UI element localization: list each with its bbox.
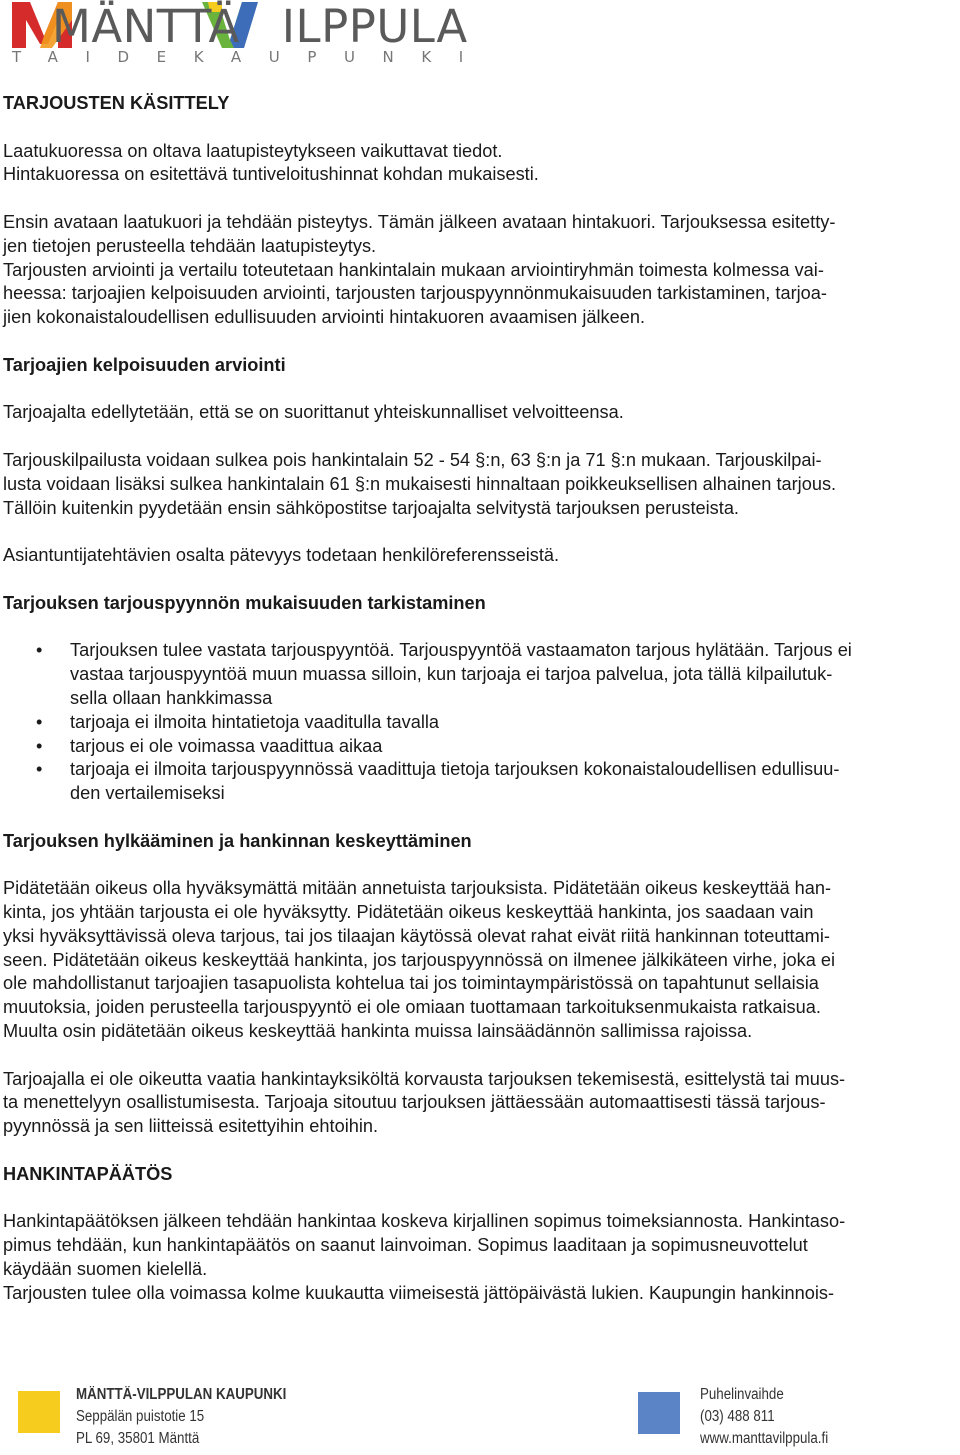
logo-title-left: MÄNTTÄ [52,0,240,53]
requirements-list [3,639,958,806]
text-line: heessa: tarjoajien kelpoisuuden arviointi, tarjousten tarjouspyynnönmukaisuuden tarkistaminen, tarjoa- [3,283,827,304]
heading-kelpoisuus: Tarjoajien kelpoisuuden arviointi [3,354,286,375]
text-line: jien kokonaistaloudellisen edullisuuden arviointi hintakuoren avaamisen jälkeen. [3,307,646,328]
text-line: Tarjoajalla ei ole oikeutta vaatia hankintayksiköltä korvausta tarjouksen tekemisestä, esittelystä tai muus- [3,1068,846,1089]
heading-hylkaaminen: Tarjouksen hylkääminen ja hankinnan keskeyttäminen [3,830,472,851]
footer-yellow-square [18,1391,60,1433]
text-line: tarjoaja ei ilmoita tarjouspyynnössä vaadittuja tietoja tarjouksen kokonaistaloudellisen edullisuu- [70,759,840,780]
heading-mukaisuus: Tarjouksen tarjouspyynnön mukaisuuden tarkistaminen [3,592,486,613]
text-line: Tarjousten tulee olla voimassa kolme kuukautta viimeisestä jättöpäivästä lukien. Kaupungin hankinnois- [3,1282,835,1303]
text-line: Asiantuntijatehtävien osalta pätevyys todetaan henkilöreferensseistä. [3,545,560,566]
logo-subtitle: TAIDEKAUPUNKI [12,48,491,66]
list-item: • tarjoaja ei ilmoita hintatietoja vaaditulla tavalla [3,711,958,735]
text-line: pimus tehdään, kun hankintapäätös on saanut lainvoiman. Sopimus laaditaan ja sopimusneuvottelut [3,1235,808,1256]
footer-address [76,1384,286,1450]
logo-title [10,2,468,52]
text-line: ta menettelyyn osallistumisesta. Tarjoaja sitoutuu tarjouksen jättäessään automaattisesti tässä tarjous- [3,1092,826,1113]
text-line: Pidätetään oikeus olla hyväksymättä mitään annetuista tarjouksista. Pidätetään oikeus keskeyttää han- [3,878,832,899]
text-line: ole mahdollistanut tarjoajien tasapuolista kohtelua tai jos toimintaympäristössä on tapahtunut sellaisia [3,973,819,994]
text-line: käydään suomen kielellä. [3,1259,208,1280]
text-line: muutoksia, joiden perusteella tarjouspyyntö ei ole omiaan tuottamaan tarkoituksenmukaista ratkaisua. [3,997,821,1018]
footer-phone-number: (03) 488 811 [700,1408,775,1425]
text-line: kinta, jos yhtään tarjousta ei ole hyväksytty. Pidätetään oikeus keskeyttää hankinta, jos saadaan vain [3,902,814,923]
document-body [3,92,958,1306]
footer-postal: PL 69, 35801 Mänttä [76,1430,200,1447]
text-line: Laatukuoressa on oltava laatupisteytykseen vaikuttavat tiedot. [3,140,503,161]
heading-tarjousten-kasittely: TARJOUSTEN KÄSITTELY [3,93,230,113]
page-footer [0,1385,960,1455]
text-line: Tarjoajalta edellytetään, että se on suorittanut yhteiskunnalliset velvoitteensa. [3,402,624,423]
footer-phone-label: Puhelinvaihde [700,1386,784,1403]
text-line: yksi hyväksyttävissä oleva tarjous, tai jos tilaajan käytössä olevat rahat eivät riitä hankinnan toteuttami- [3,925,830,946]
text-line: sella ollaan hankkimassa [70,687,273,708]
list-item [3,758,958,806]
text-line: Muulta osin pidätetään oikeus keskeyttää hankinta muissa lainsäädännön sallimissa rajoissa. [3,1021,753,1042]
text-line: Tarjouksen tulee vastata tarjouspyyntöä. Tarjouspyyntöä vastaamaton tarjous hylätään. Tarjous ei [70,640,852,661]
heading-hankintapaatos: HANKINTAPÄÄTÖS [3,1163,173,1184]
text-line: Hintakuoressa on esitettävä tuntiveloitushinnat kohdan mukaisesti. [3,164,539,185]
footer-org-name: MÄNTTÄ-VILPPULAN KAUPUNKI [76,1386,287,1403]
text-line: vastaa tarjouspyyntöä muun muassa silloin, kun tarjoaja ei tarjoa palvelua, jota tällä kilpailutuk- [70,664,833,685]
text-line: seen. Pidätetään oikeus keskeyttää hankinta, jos tarjouspyynnössä on ilmenee jälkikäteen virhe, joka ei [3,949,836,970]
list-item: • tarjous ei ole voimassa vaadittua aikaa [3,735,958,759]
text-line: lusta voidaan lisäksi sulkea hankintalain 61 §:n mukaisesti hinnaltaan poikkeuksellisen alhainen tarjous. [3,473,837,494]
list-item [3,639,958,710]
text-line: Tällöin kuitenkin pyydetään ensin sähköpostitse tarjoajalta selvitystä tarjouksen perusteista. [3,497,739,518]
text-line: Hankintapäätöksen jälkeen tehdään hankintaa koskeva kirjallinen sopimus toimeksiannosta. Hankintaso- [3,1211,846,1232]
text-line: Ensin avataan laatukuori ja tehdään pisteytys. Tämän jälkeen avataan hintakuori. Tarjouksessa esitetty- [3,211,836,232]
text-line: den vertailemiseksi [70,783,225,804]
footer-street: Seppälän puistotie 15 [76,1408,205,1425]
logo-title-right: ILPPULA [281,0,468,53]
footer-contact [700,1384,828,1450]
footer-blue-square [638,1392,680,1434]
text-line: Tarjouskilpailusta voidaan sulkea pois hankintalain 52 - 54 §:n, 63 §:n ja 71 §:n mukaan. Tarjouskilpai- [3,449,822,470]
text-line: jen tietojen perusteella tehdään laatupisteytys. [3,235,377,256]
footer-website-link[interactable]: www.manttavilppula.fi [700,1430,829,1447]
text-line: pyynnössä ja sen liitteissä esitettyihin ehtoihin. [3,1116,379,1137]
city-logo [10,0,491,70]
text-line: Tarjousten arviointi ja vertailu toteutetaan hankintalain mukaan arviointiryhmän toimesta kolmessa vai- [3,259,824,280]
